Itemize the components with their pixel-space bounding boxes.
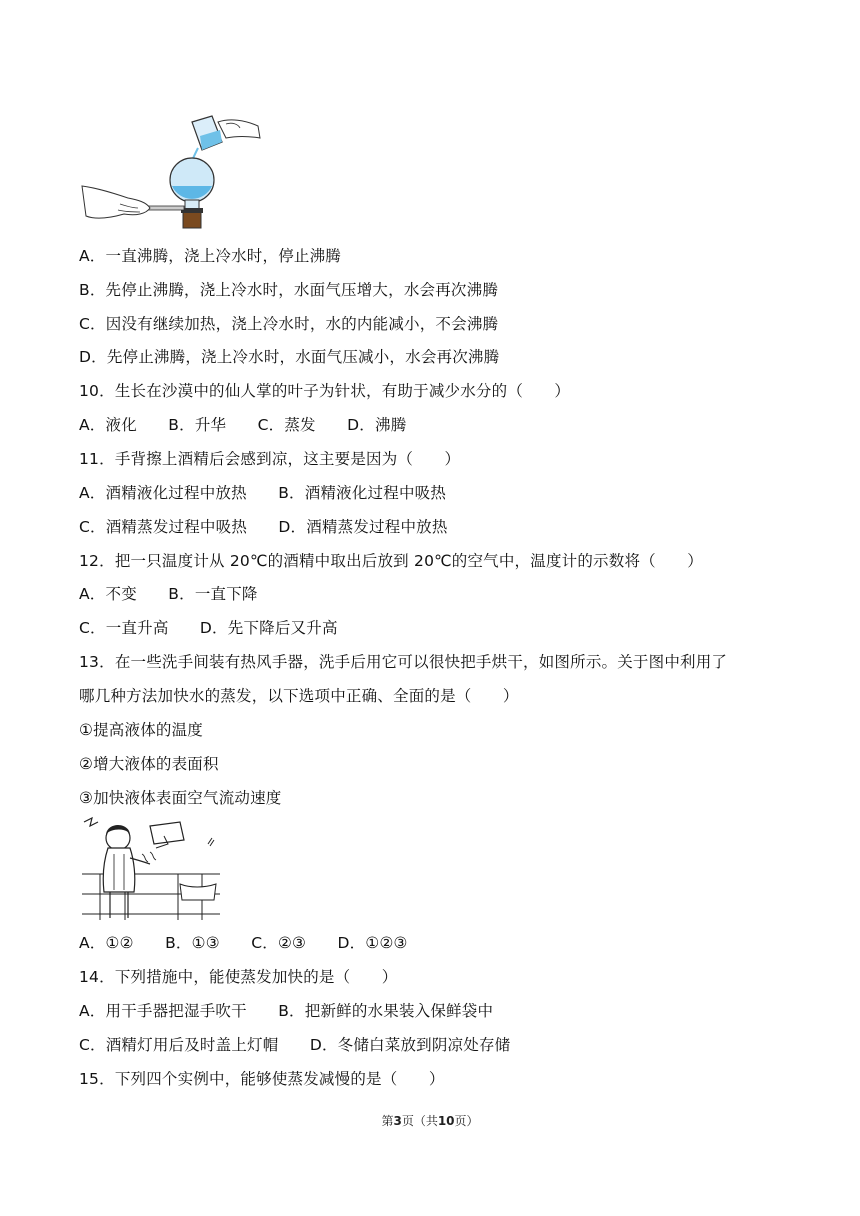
round-flask	[170, 158, 214, 228]
q9-option-a: A．一直沸腾，浇上冷水时，停止沸腾	[79, 247, 342, 265]
q10-stem: 10．生长在沙漠中的仙人掌的叶子为针状，有助于减少水分的（ ）	[79, 382, 571, 400]
flask-cold-water-figure	[80, 112, 270, 234]
page-footer	[0, 1112, 860, 1129]
q11-stem: 11．手背擦上酒精后会感到凉，这主要是因为（ ）	[79, 450, 461, 468]
q13-item-3: ③加快液体表面空气流动速度	[79, 789, 282, 807]
girl	[103, 825, 150, 918]
footer-suffix: 页）	[454, 1114, 479, 1128]
q15-stem: 15．下列四个实例中，能够使蒸发减慢的是（ ）	[79, 1070, 445, 1088]
q12-options-row1: A．不变 B．一直下降	[79, 585, 258, 603]
q13-options: A．①② B．①③ C．②③ D．①②③	[79, 934, 408, 952]
q11-options-row2: C．酒精蒸发过程中吸热 D．酒精蒸发过程中放热	[79, 518, 448, 536]
footer-prefix: 第	[381, 1114, 394, 1128]
q9-option-c: C．因没有继续加热，浇上冷水时，水的内能减小，不会沸腾	[79, 315, 499, 333]
footer-middle: 页（共	[401, 1114, 438, 1128]
q13-item-1: ①提高液体的温度	[79, 721, 203, 739]
footer-total-pages: 10	[437, 1114, 455, 1128]
q11-options-row1: A．酒精液化过程中放热 B．酒精液化过程中吸热	[79, 484, 447, 502]
q13-stem-line2: 哪几种方法加快水的蒸发，以下选项中正确、全面的是（ ）	[79, 687, 519, 705]
footer-page-number: 3	[393, 1114, 402, 1128]
q14-options-row2: C．酒精灯用后及时盖上灯帽 D．冬储白菜放到阴凉处存储	[79, 1036, 511, 1054]
q12-options-row2: C．一直升高 D．先下降后又升高	[79, 619, 338, 637]
hand-dryer	[142, 822, 184, 862]
hand	[82, 186, 150, 218]
pouring-cup	[192, 116, 260, 150]
q10-options: A．液化 B．升华 C．蒸发 D．沸腾	[79, 416, 407, 434]
q14-options-row1: A．用干手器把湿手吹干 B．把新鲜的水果装入保鲜袋中	[79, 1002, 494, 1020]
q12-stem: 12．把一只温度计从 20℃的酒精中取出后放到 20℃的空气中，温度计的示数将（ ）	[79, 552, 703, 570]
hand-dryer-figure	[80, 814, 222, 922]
q9-option-d: D．先停止沸腾，浇上冷水时，水面气压减小，水会再次沸腾	[79, 348, 500, 366]
q14-stem: 14．下列措施中，能使蒸发加快的是（ ）	[79, 968, 398, 986]
q13-item-2: ②增大液体的表面积	[79, 755, 219, 773]
q9-option-b: B．先停止沸腾，浇上冷水时，水面气压增大，水会再次沸腾	[79, 281, 499, 299]
q13-stem-line1: 13．在一些洗手间装有热风手器，洗手后用它可以很快把手烘干，如图所示。关于图中利用了	[79, 653, 728, 671]
